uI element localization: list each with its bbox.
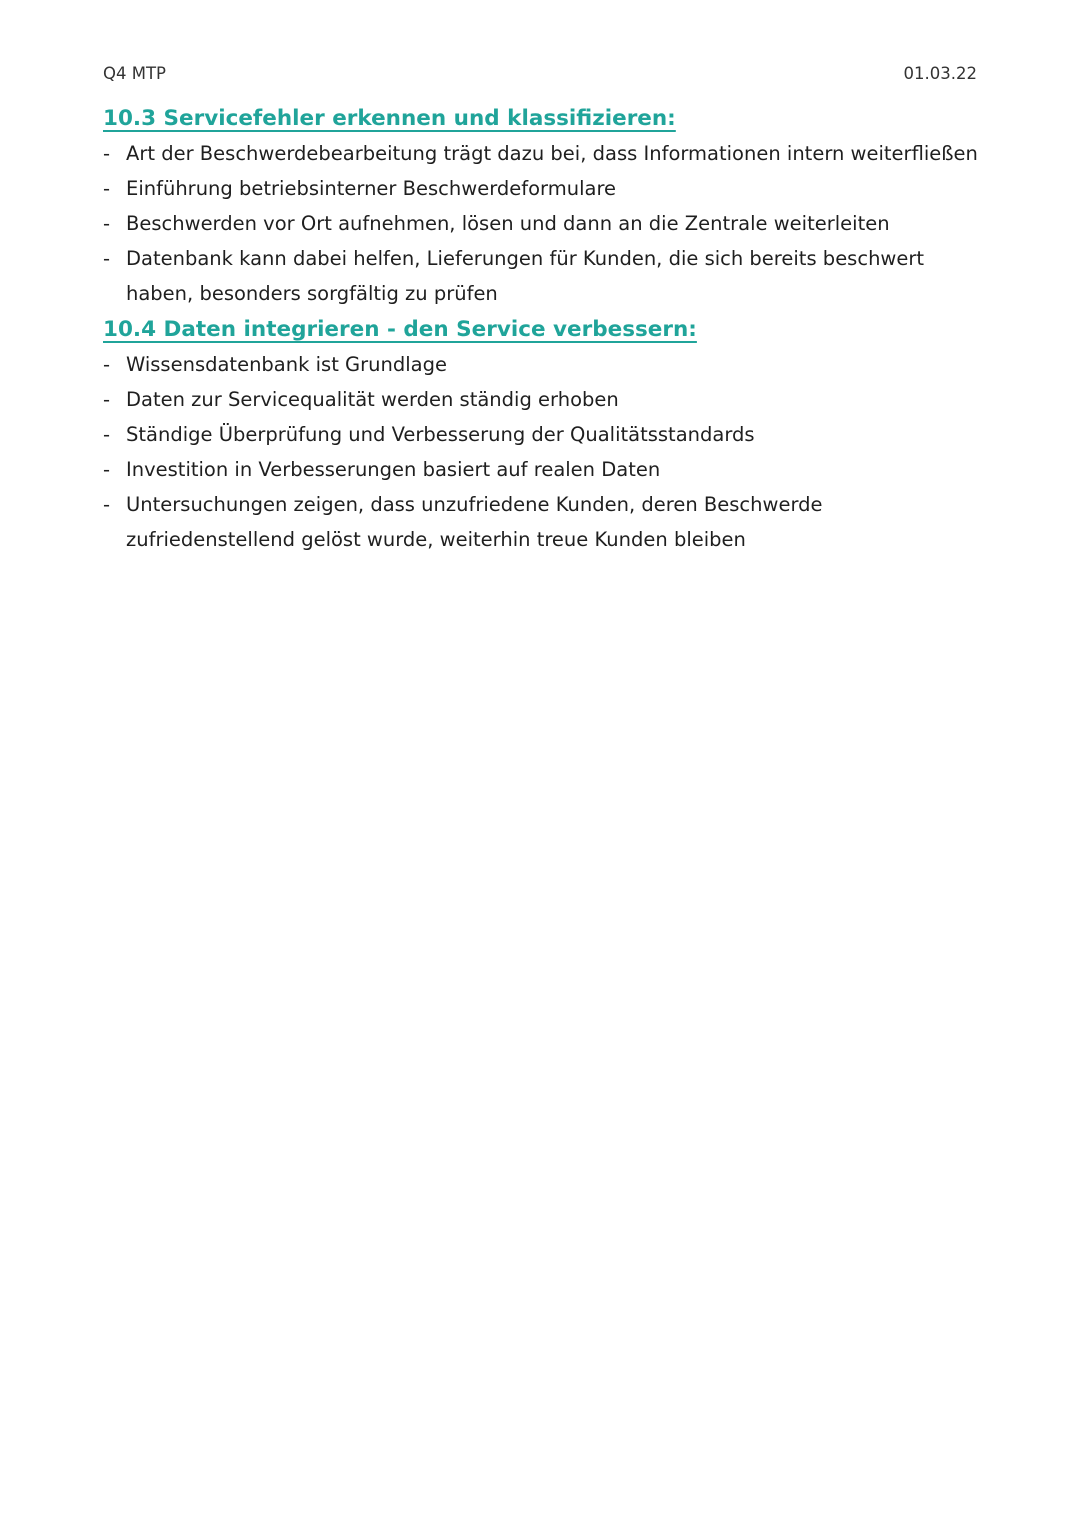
bullet-dash: - [103, 142, 111, 165]
list-item-text: Datenbank kann dabei helfen, Lieferungen für Kunden, die sich bereits beschwert haben, besonders sorgfältig zu prüfen [126, 247, 925, 305]
list-item [103, 206, 983, 241]
list-item [103, 487, 983, 557]
section-10-3-list [103, 136, 983, 311]
section-heading-10-3: 10.3 Servicefehler erkennen und klassifizieren: [103, 106, 676, 131]
list-item-text: Ständige Überprüfung und Verbesserung der Qualitätsstandards [126, 423, 755, 446]
list-item-text: Wissensdatenbank ist Grundlage [126, 353, 447, 376]
list-item [103, 171, 983, 206]
list-item-text: Einführung betriebsinterner Beschwerdeformulare [126, 177, 617, 200]
bullet-dash: - [103, 177, 111, 200]
bullet-dash: - [103, 423, 111, 446]
list-item [103, 347, 983, 382]
bullet-dash: - [103, 458, 111, 481]
page-header [103, 64, 977, 88]
section-10-4-list [103, 347, 983, 557]
bullet-dash: - [103, 493, 111, 516]
header-date: 01.03.22 [903, 64, 977, 83]
bullet-dash: - [103, 353, 111, 376]
section-heading-10-4: 10.4 Daten integrieren - den Service verbessern: [103, 317, 697, 342]
list-item-text: Art der Beschwerdebearbeitung trägt dazu bei, dass Informationen intern weiterfließen [126, 142, 978, 165]
list-item-text: Daten zur Servicequalität werden ständig erhoben [126, 388, 619, 411]
list-item [103, 241, 983, 311]
bullet-dash: - [103, 388, 111, 411]
document-body [103, 102, 983, 559]
list-item [103, 417, 983, 452]
bullet-dash: - [103, 247, 111, 270]
list-item [103, 382, 983, 417]
list-item [103, 136, 983, 171]
header-course-label: Q4 MTP [103, 64, 166, 83]
list-item-text: Beschwerden vor Ort aufnehmen, lösen und dann an die Zentrale weiterleiten [126, 212, 890, 235]
list-item-text: Untersuchungen zeigen, dass unzufriedene Kunden, deren Beschwerde zufriedenstellend gelöst wurde, weiterhin treue Kunden bleiben [126, 493, 823, 551]
list-item-text: Investition in Verbesserungen basiert auf realen Daten [126, 458, 661, 481]
bullet-dash: - [103, 212, 111, 235]
list-item [103, 452, 983, 487]
